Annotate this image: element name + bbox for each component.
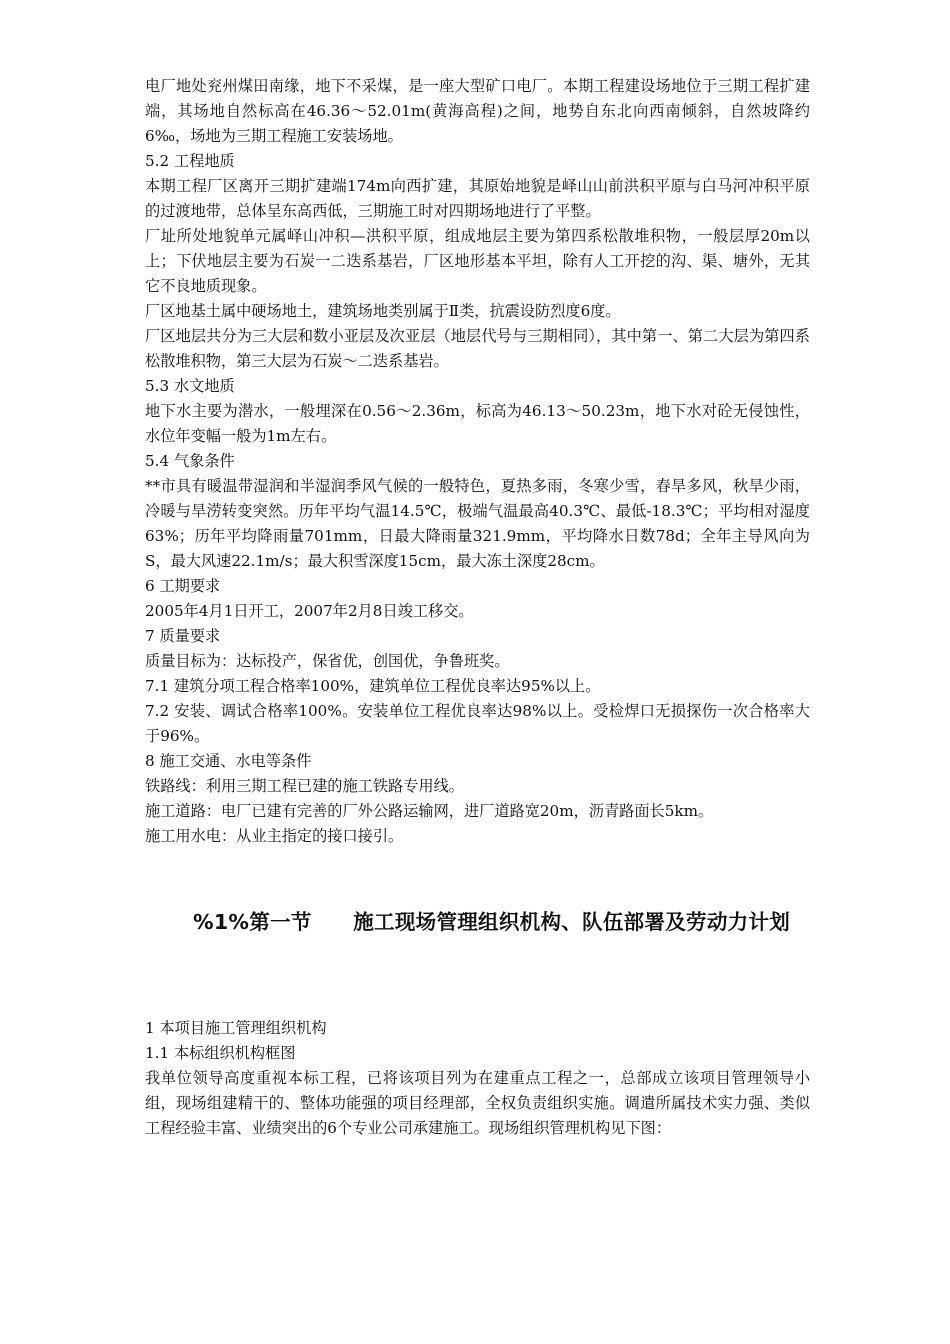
subheading-8: 8 施工交通、水电等条件 [145,752,312,770]
paragraph-road: 施工道路：电厂已建有完善的厂外公路运输网，进厂道路宽20m，沥青路面长5km。 [145,802,714,820]
subheading-1-1: 1.1 本标组织机构框图 [145,1044,296,1062]
paragraph-site-location: 电厂地处兖州煤田南缘，地下不采煤，是一座大型矿口电厂。本期工程建设场地位于三期工程扩建端，其场地自然标高在46.36～52.01m(黄海高程)之间，地势自东北向西南倾斜，自然坡降约6‰，场地为三期工程施工安装场地。 [145,77,810,145]
paragraph-quality-7-1: 7.1 建筑分项工程合格率100%，建筑单位工程优良率达95%以上。 [145,677,601,695]
subheading-5-3: 5.3 水文地质 [145,377,235,395]
paragraph-hydrology: 地下水主要为潜水，一般埋深在0.56～2.36m，标高为46.13～50.23m，地下水对砼无侵蚀性，水位年变幅一般为1m左右。 [145,402,810,445]
subheading-7: 7 质量要求 [145,627,221,645]
subheading-5-2: 5.2 工程地质 [145,152,235,170]
body-text-top [145,74,810,849]
subheading-5-4: 5.4 气象条件 [145,452,235,470]
subheading-6: 6 工期要求 [145,577,221,595]
paragraph-organization: 我单位领导高度重视本标工程，已将该项目列为在建重点工程之一，总部成立该项目管理领导小组，现场组建精干的、整体功能强的项目经理部，全权负责组织实施。调遣所属技术实力强、类似工程经验丰富、业绩突出的6个专业公司承建施工。现场组织管理机构见下图： [145,1069,810,1137]
paragraph-quality-7-2: 7.2 安装、调试合格率100%。安装单位工程优良率达98%以上。受检焊口无损探伤一次合格率大于96%。 [145,702,810,745]
section-heading: %1%第一节 施工现场管理组织机构、队伍部署及劳动力计划 [193,910,791,934]
paragraph-geology-4: 厂区地层共分为三大层和数小亚层及次亚层（地层代号与三期相同），其中第一、第二大层为第四系松散堆积物，第三大层为石炭～二迭系基岩。 [145,327,810,370]
paragraph-geology-2: 厂址所处地貌单元属峄山冲积—洪积平原，组成地层主要为第四系松散堆积物，一般层厚20m以上；下伏地层主要为石炭一二迭系基岩，厂区地形基本平坦，除有人工开挖的沟、渠、塘外，无其它不良地质现象。 [145,227,810,295]
subheading-1: 1 本项目施工管理组织机构 [145,1019,327,1037]
paragraph-climate: **市具有暖温带湿润和半湿润季风气候的一般特色，夏热多雨，冬寒少雪，春旱多风，秋旱少雨，冷暖与旱涝转变突然。历年平均气温14.5℃，极端气温最高40.3℃、最低-18.3℃；平均相对湿度63%；历年平均降雨量701mm，日最大降雨量321.9mm，平均降水日数78d；全年主导风向为S，最大风速22.1m/s；最大积雪深度15cm，最大冻土深度28cm。 [145,477,810,570]
paragraph-utilities: 施工用水电：从业主指定的接口接引。 [145,827,404,845]
paragraph-geology-1: 本期工程厂区离开三期扩建端174m向西扩建，其原始地貌是峄山山前洪积平原与白马河冲积平原的过渡地带，总体呈东高西低，三期施工时对四期场地进行了平整。 [145,177,810,220]
paragraph-quality-goal: 质量目标为：达标投产，保省优，创国优，争鲁班奖。 [145,652,510,670]
paragraph-railway: 铁路线：利用三期工程已建的施工铁路专用线。 [145,777,464,795]
paragraph-geology-3: 厂区地基土属中硬场地土，建筑场地类别属于Ⅱ类，抗震设防烈度6度。 [145,302,621,320]
body-text-bottom [145,1016,810,1141]
paragraph-schedule: 2005年4月1日开工，2007年2月8日竣工移交。 [145,602,474,620]
